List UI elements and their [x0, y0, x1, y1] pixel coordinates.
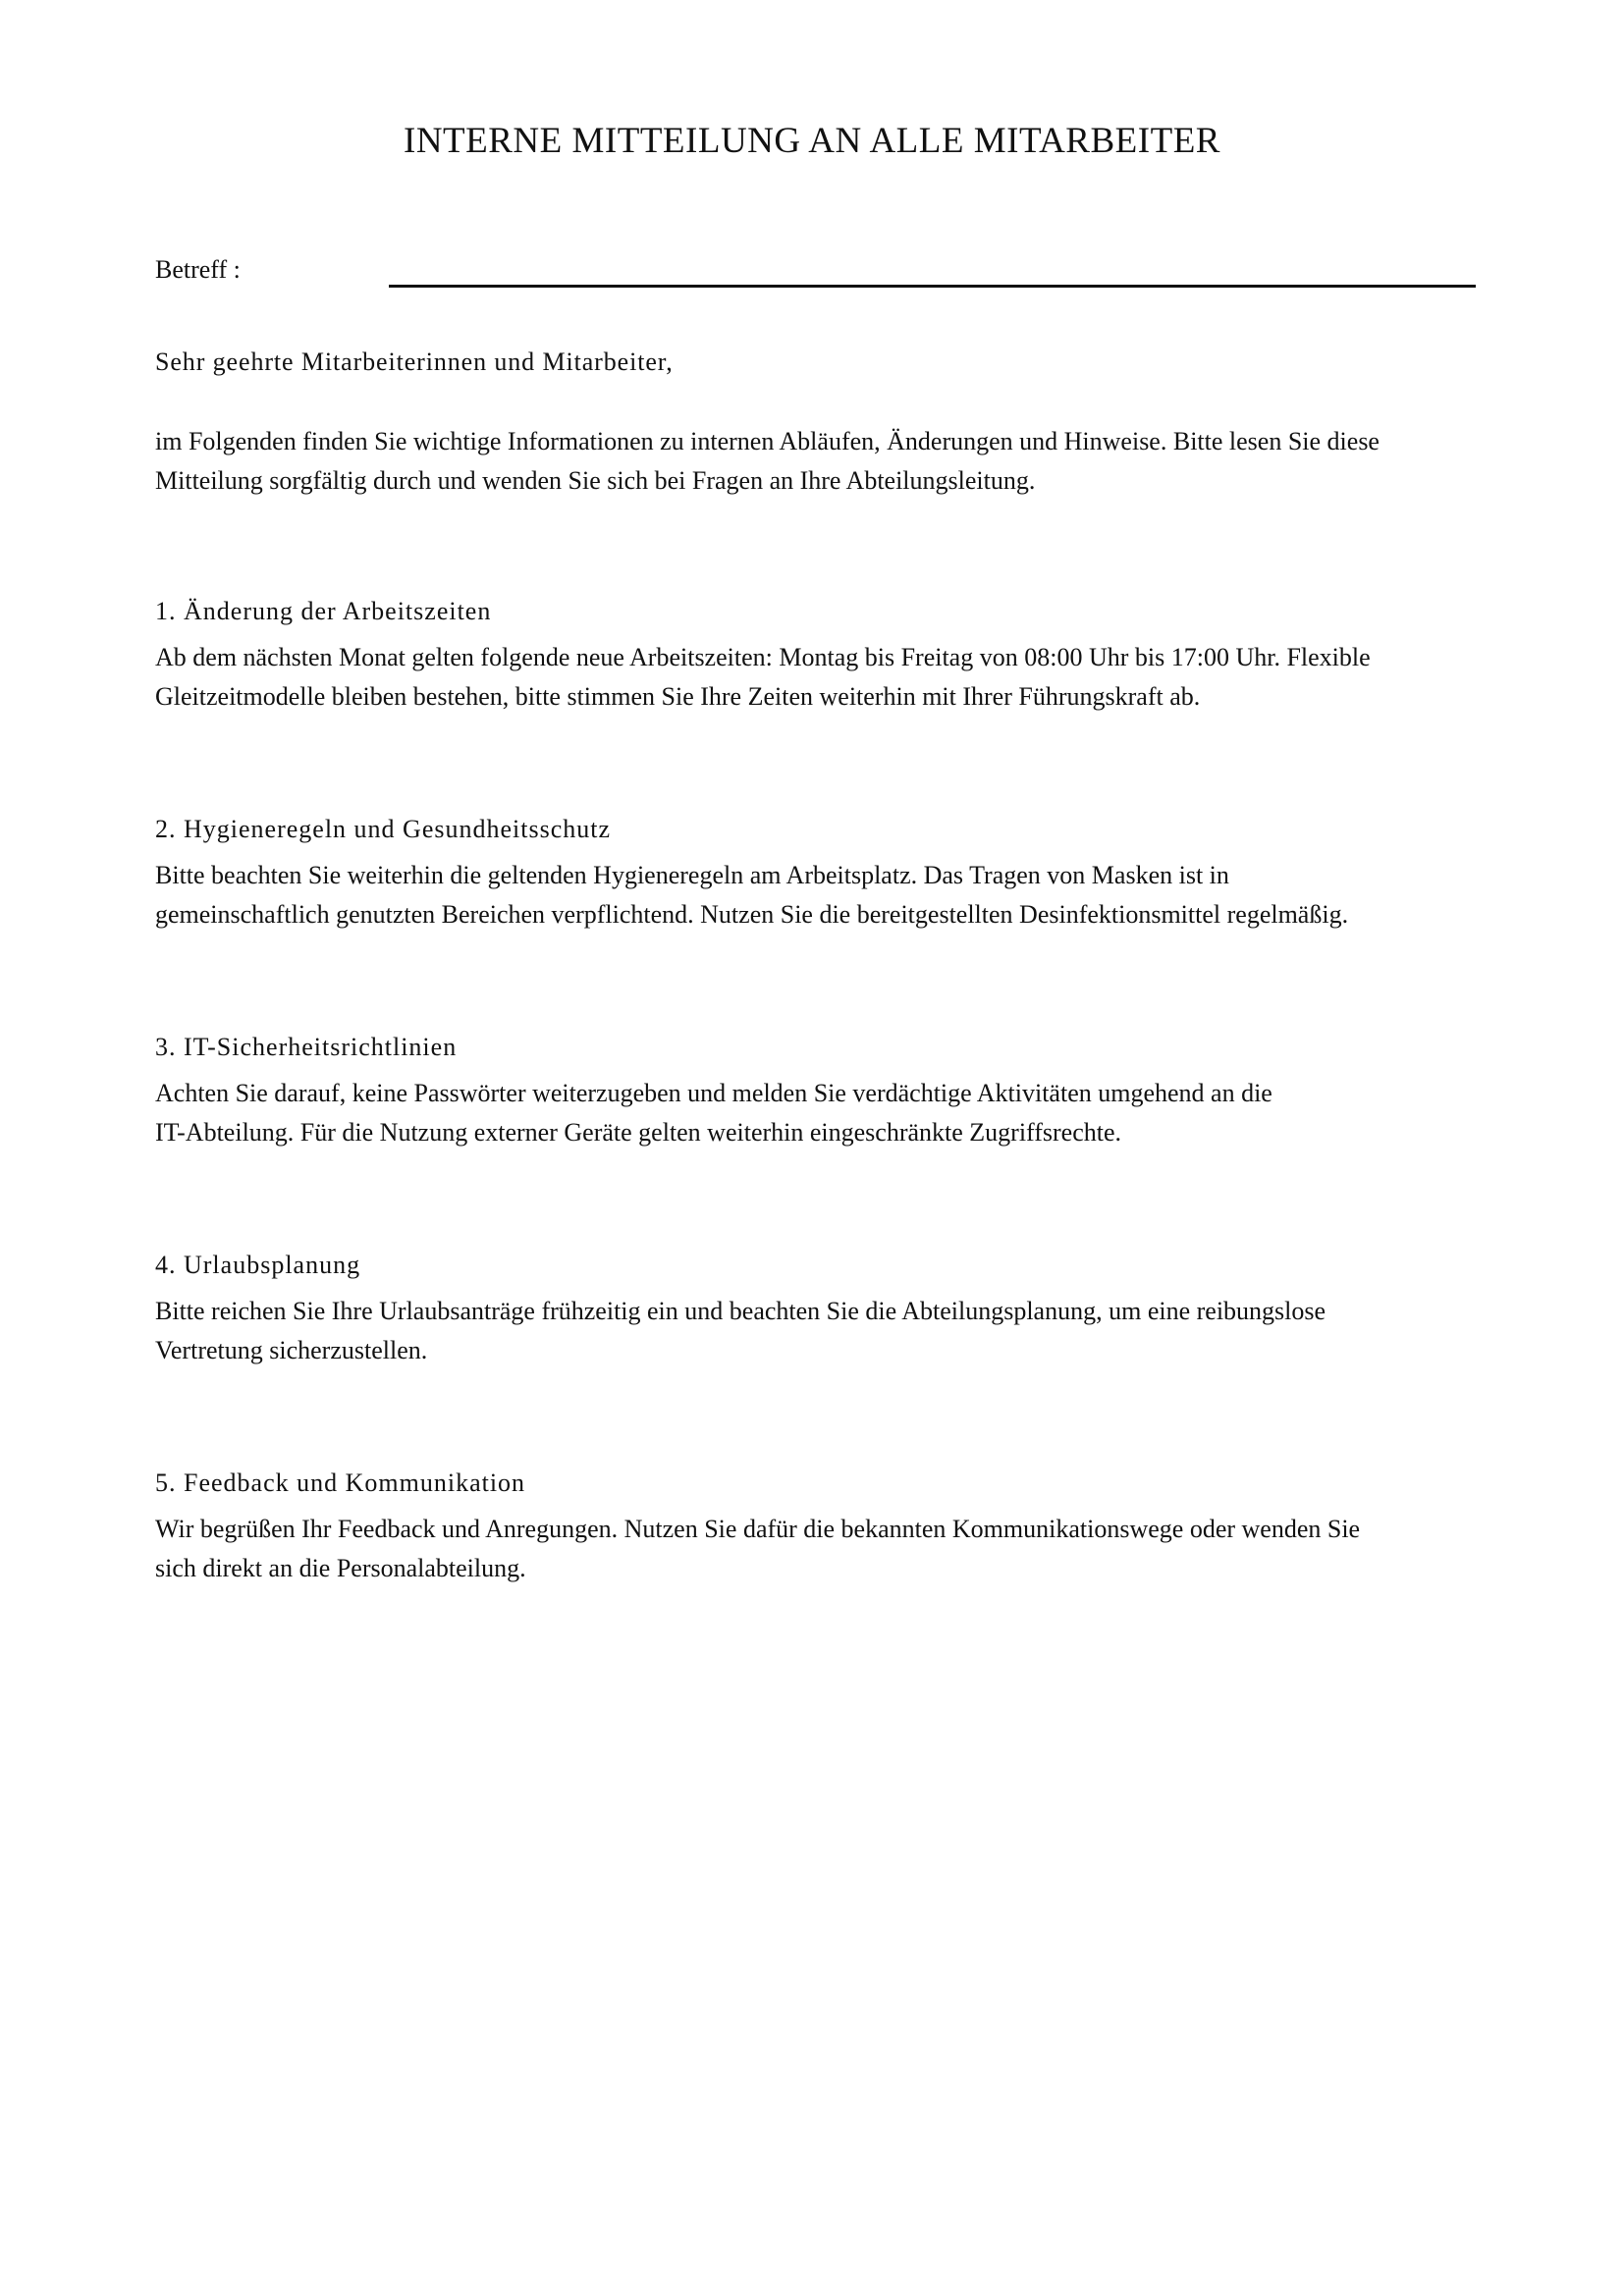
section-heading-feedback: 5. Feedback und Kommunikation [155, 1468, 526, 1497]
body-line: Achten Sie darauf, keine Passwörter weiterzugeben und melden Sie verdächtige Aktivitäten umgehend an die [155, 1079, 1272, 1107]
body-line: sich direkt an die Personalabteilung. [155, 1554, 526, 1582]
section-body-hygiene [155, 856, 1481, 934]
section-body-it-security [155, 1074, 1481, 1152]
document-title: INTERNE MITTEILUNG AN ALLE MITARBEITER [404, 121, 1220, 161]
section-heading-vacation: 4. Urlaubsplanung [155, 1251, 361, 1279]
body-line: Vertretung sicherzustellen. [155, 1336, 428, 1364]
section-body-working-hours [155, 638, 1481, 717]
body-line: Ab dem nächsten Monat gelten folgende neue Arbeitszeiten: Montag bis Freitag von 08:00 Uhr bis 17:00 Uhr. Flexible [155, 643, 1371, 671]
intro-line: Mitteilung sorgfältig durch und wenden Sie sich bei Fragen an Ihre Abteilungsleitung. [155, 466, 1036, 495]
section-body-vacation [155, 1292, 1481, 1370]
section-heading-working-hours: 1. Änderung der Arbeitszeiten [155, 597, 492, 625]
intro-line: im Folgenden finden Sie wichtige Informationen zu internen Abläufen, Änderungen und Hinweise. Bitte lesen Sie diese [155, 427, 1380, 455]
section-body-feedback [155, 1510, 1481, 1588]
intro-paragraph [155, 422, 1481, 501]
body-line: gemeinschaftlich genutzten Bereichen verpflichtend. Nutzen Sie die bereitgestellten Desinfektionsmittel regelmäßig. [155, 900, 1349, 929]
section-heading-it-security: 3. IT-Sicherheitsrichtlinien [155, 1033, 458, 1061]
subject-field[interactable] [389, 285, 1476, 288]
subject-label: Betreff : [155, 255, 241, 284]
body-line: Bitte reichen Sie Ihre Urlaubsanträge frühzeitig ein und beachten Sie die Abteilungsplanung, um eine reibungslose [155, 1297, 1326, 1325]
body-line: Gleitzeitmodelle bleiben bestehen, bitte stimmen Sie Ihre Zeiten weiterhin mit Ihrer Führungskraft ab. [155, 682, 1201, 711]
body-line: Wir begrüßen Ihr Feedback und Anregungen. Nutzen Sie dafür die bekannten Kommunikationswege oder wenden Sie [155, 1515, 1361, 1543]
salutation: Sehr geehrte Mitarbeiterinnen und Mitarbeiter, [155, 347, 674, 376]
body-line: Bitte beachten Sie weiterhin die geltenden Hygieneregeln am Arbeitsplatz. Das Tragen von Masken ist in [155, 861, 1229, 889]
body-line: IT-Abteilung. Für die Nutzung externer Geräte gelten weiterhin eingeschränkte Zugriffsrechte. [155, 1118, 1122, 1147]
section-heading-hygiene: 2. Hygieneregeln und Gesundheitsschutz [155, 815, 612, 843]
